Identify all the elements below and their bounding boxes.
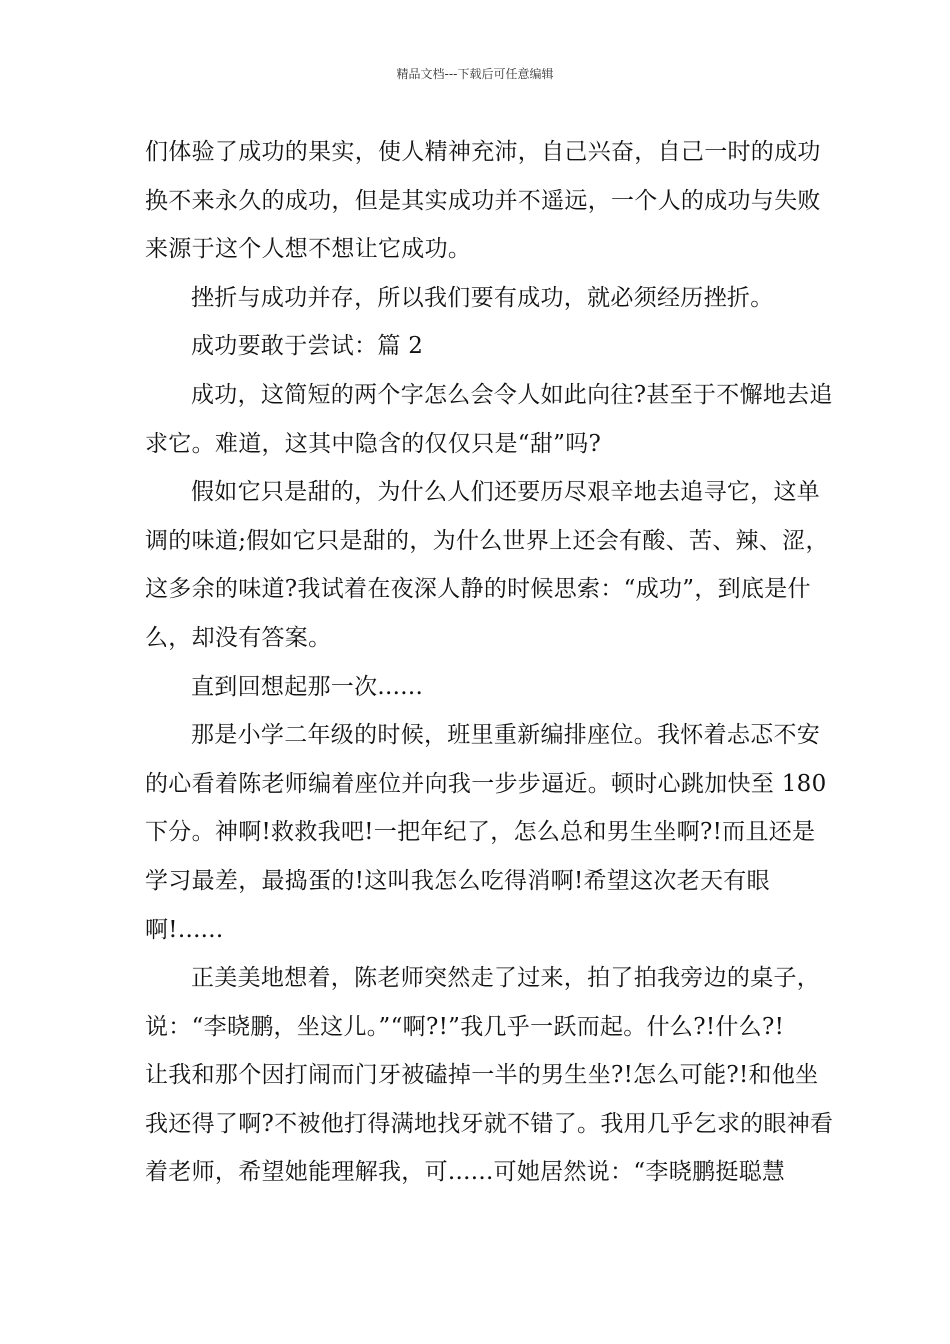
text-line: 我还得了啊?不被他打得满地找牙就不错了。我用几乎乞求的眼神看: [145, 1110, 834, 1137]
document-body: [145, 128, 834, 1197]
text-line: 这多余的味道?我试着在夜深人静的时候思索：“成功”，到底是什: [145, 576, 811, 603]
text-line: 假如它只是甜的，为什么人们还要历尽艰辛地去追寻它，这单: [191, 479, 821, 506]
text-line: 让我和那个因打闹而门牙被磕掉一半的男生坐?!怎么可能?!和他坐: [145, 1062, 819, 1089]
text-line: 正美美地想着，陈老师突然走了过来，拍了拍我旁边的桌子，: [191, 965, 821, 992]
text-line: 成功，这简短的两个字怎么会令人如此向往?甚至于不懈地去追: [191, 381, 833, 408]
text-line: 求它。难道，这其中隐含的仅仅只是“甜”吗?: [145, 430, 602, 457]
text-line: 么，却没有答案。: [145, 624, 332, 651]
text-line: 挫折与成功并存，所以我们要有成功，就必须经历挫折。: [191, 284, 774, 311]
text-line: 说：“李晓鹏，坐这儿。”“啊?!”我几乎一跃而起。什么?!什么?!: [145, 1013, 785, 1040]
text-line: 调的味道;假如它只是甜的，为什么世界上还会有酸、苦、辣、涩，: [145, 527, 829, 554]
text-line: 下分。神啊!救救我吧!一把年纪了，怎么总和男生坐啊?!而且还是: [145, 819, 816, 846]
text-line: 着老师，希望她能理解我，可......可她居然说：“李晓鹏挺聪慧: [145, 1159, 786, 1186]
text-line: 那是小学二年级的时候，班里重新编排座位。我怀着忐忑不安: [191, 722, 821, 749]
text-line: 们体验了成功的果实，使人精神充沛，自己兴奋，自己一时的成功: [145, 139, 821, 165]
text-line: 学习最差，最捣蛋的!这叫我怎么吃得消啊!希望这次老天有眼: [145, 867, 770, 894]
text-line: 直到回想起那一次......: [191, 673, 424, 700]
page-header: 精品文档---下载后可任意编辑: [396, 67, 554, 81]
text-line: 的心看着陈老师编着座位并向我一步步逼近。顿时心跳加快至 180: [145, 770, 827, 797]
text-line: 来源于这个人想不想让它成功。: [145, 236, 472, 263]
text-line: 啊!......: [145, 916, 224, 943]
text-line: 换不来永久的成功，但是其实成功并不遥远，一个人的成功与失败: [145, 187, 821, 214]
section-heading: 成功要敢于尝试：篇 2: [191, 333, 424, 360]
